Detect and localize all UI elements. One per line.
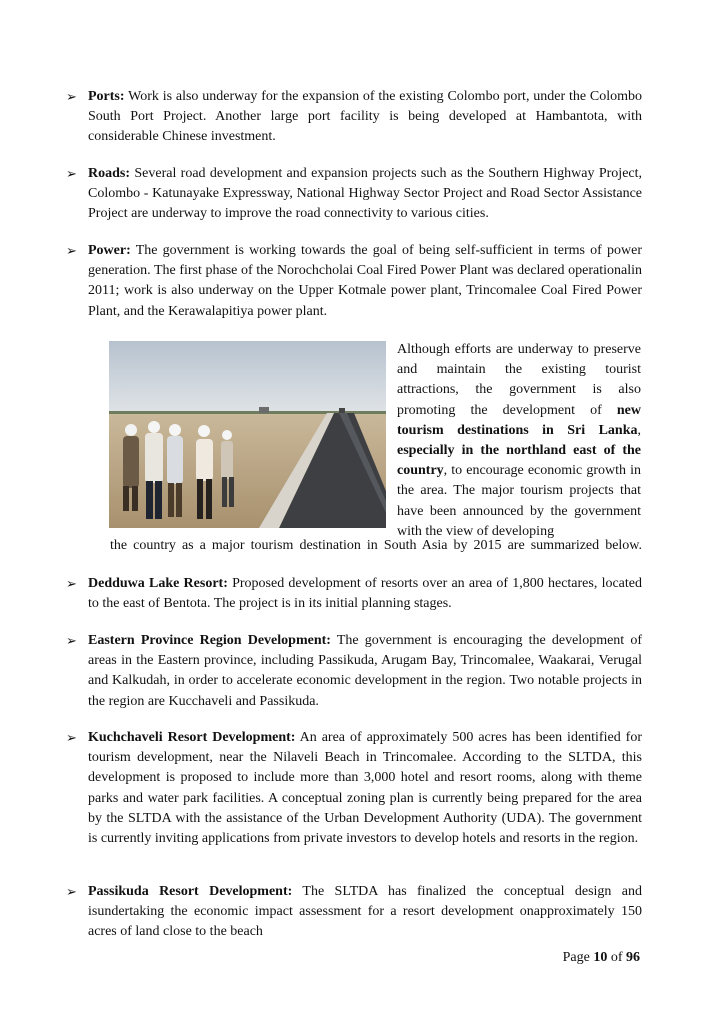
- bullet-power: [66, 241, 642, 322]
- bullet-eastern-province: [66, 631, 642, 712]
- arrow-bullet-icon: ➢: [66, 89, 77, 104]
- arrow-bullet-icon: ➢: [66, 243, 77, 258]
- bullet-text: An area of approximately 500 acres has been identified for tourism development, near the Nilaveli Beach in Trincomalee. According to the SLTDA, this development is proposed to include more than 3,000 hotel and resort rooms, along with theme parks and water park facilities. A conceptual zoning plan is currently being prepared for the area by the SLTDA with the assistance of the Urban Development Authority (UDA). The government is currently inviting applications from private investors to develop hotels and resorts in the region.: [88, 730, 642, 847]
- bullet-text: Proposed development of resorts over an area of 1,800 hectares, located to the east of Bentota. The project is in its initial planning stages.: [88, 576, 642, 612]
- bullet-title: Ports:: [88, 89, 125, 104]
- bullet-dedduwa: [66, 574, 642, 614]
- highway-inspection-photo: [109, 341, 386, 528]
- arrow-bullet-icon: ➢: [66, 884, 77, 899]
- arrow-bullet-icon: ➢: [66, 730, 77, 745]
- bullet-kuchchaveli: [66, 728, 642, 849]
- bullet-text: The SLTDA has finalized the conceptual design and isundertaking the economic impact assessment for a resort development onapproximately 150 acres of land close to the beach: [88, 884, 642, 940]
- arrow-bullet-icon: ➢: [66, 576, 77, 591]
- bullet-roads: [66, 164, 642, 225]
- bullet-text: The government is encouraging the development of areas in the Eastern province, including Passikuda, Arugam Bay, Trincomalee, Waakarai, Verugal and Kalkudah, in order to accelerate economic development in the region. Two notable projects in the region are Kucchaveli and Passikuda.: [88, 633, 642, 709]
- bullet-text: Work is also underway for the expansion of the existing Colombo port, under the Colombo South Port Project. Another large port facility is being developed at Hambantota, with considerable Chinese investment.: [88, 89, 643, 145]
- bullet-title: Roads:: [88, 166, 131, 181]
- arrow-bullet-icon: ➢: [66, 633, 77, 648]
- bullet-ports: [66, 87, 642, 148]
- bullet-title: Passikuda Resort Development:: [88, 884, 293, 899]
- page-number: Page 10 of 96: [562, 950, 640, 965]
- bullet-title: Power:: [88, 243, 131, 258]
- bullet-passikuda: [66, 882, 642, 943]
- tourism-intro-text: Although efforts are underway to preserve and maintain the existing tourist attractions, the government is also promoting the development of new tourism destinations in Sri Lanka, especially in the northland east of the country, to encourage economic growth in the area. The major tourism projects that have been announced by the government with the view of developing: [397, 342, 641, 539]
- bullet-title: Eastern Province Region Development:: [88, 633, 331, 648]
- tourism-intro-continuation: the country as a major tourism destination in South Asia by 2015 are summarized below.: [110, 538, 642, 553]
- bullet-text: Several road development and expansion projects such as the Southern Highway Project, Colombo - Katunayake Expressway, National Highway Sector Project and Road Sector Assistance Project are underway to improve the road connectivity to various cities.: [88, 166, 643, 222]
- bullet-text: The government is working towards the goal of being self-sufficient in terms of power generation. The first phase of the Norochcholai Coal Fired Power Plant was declared operationalin 2011; work is also underway on the Upper Kotmale power plant, Trincomalee Coal Fired Power Plant, and the Kerawalapitiya power plant.: [88, 243, 642, 319]
- bullet-title: Kuchchaveli Resort Development:: [88, 730, 296, 745]
- arrow-bullet-icon: ➢: [66, 166, 77, 181]
- bullet-title: Dedduwa Lake Resort:: [88, 576, 228, 591]
